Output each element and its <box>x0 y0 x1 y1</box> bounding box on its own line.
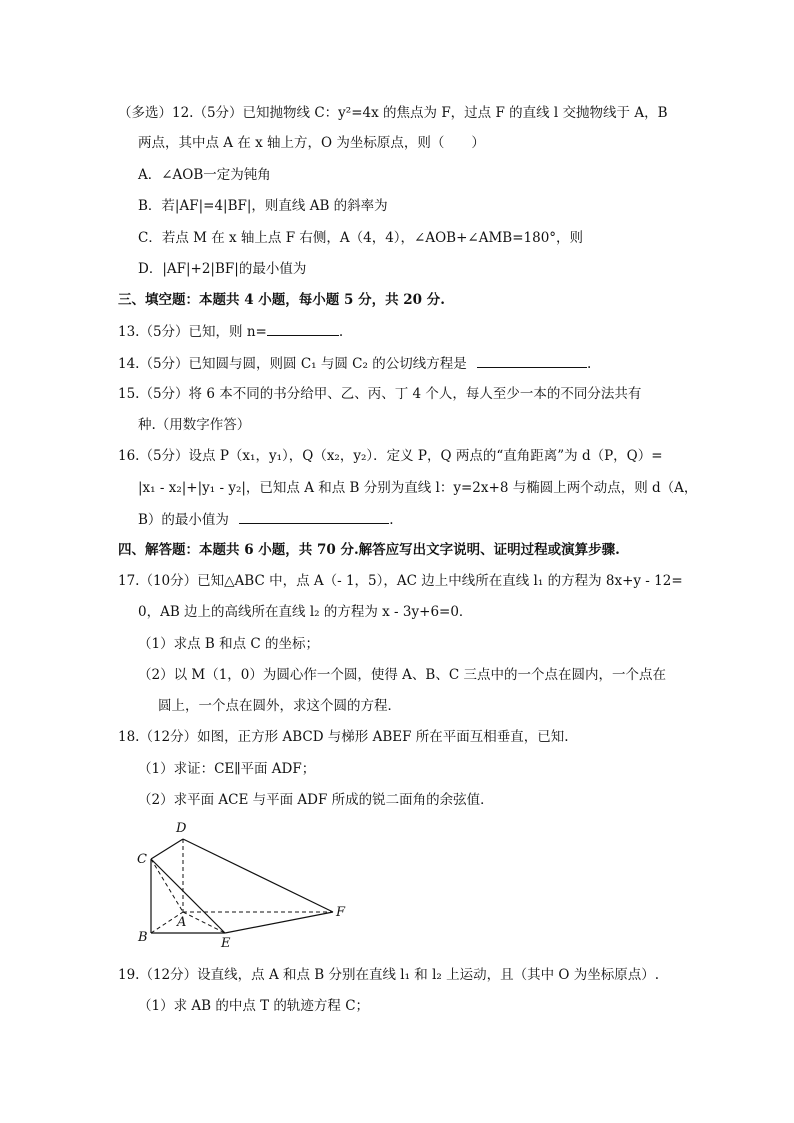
q15-line2: 种.（用数字作答） <box>138 417 251 433</box>
q12-option-b: B．若|AF|=4|BF|，则直线 AB 的斜率为 <box>138 198 388 214</box>
q18-sub1: （1）求证：CE∥平面 ADF； <box>138 761 316 777</box>
q17-sub2-line1: （2）以 M（1，0）为圆心作一个圆，使得 A、B、C 三点中的一个点在圆内，一个点在 <box>138 667 666 683</box>
q16-answer-blank <box>239 510 389 524</box>
label-A: A <box>177 915 187 930</box>
edge-AE <box>183 912 225 933</box>
q14-answer-blank <box>477 354 587 368</box>
q17-line2: 0，AB 边上的高线所在直线 l₂ 的方程为 x - 3y+6=0． <box>138 604 473 620</box>
section3-heading: 三、填空题：本题共 4 小题，每小题 5 分，共 20 分. <box>118 292 445 308</box>
geometry-figure <box>130 818 360 953</box>
q19-sub1: （1）求 AB 的中点 T 的轨迹方程 C； <box>138 998 370 1014</box>
q12-option-a: A．∠AOB一定为钝角 <box>138 167 271 183</box>
q16-line3 <box>138 510 394 529</box>
edge-CE <box>151 859 225 933</box>
q12-option-c: C．若点 M 在 x 轴上点 F 右侧，A（4，4），∠AOB+∠AMB=180°，则 <box>138 230 584 246</box>
q16-line3-text: B）的最小值为 <box>138 512 229 528</box>
q16-line2: |x₁ - x₂|+|y₁ - y₂|，已知点 A 和点 B 分别为直线 l：y=2x+8 与椭圆上两个动点，则 d（A， <box>138 480 698 496</box>
q13-text: 13.（5分）已知，则 n= <box>118 324 267 340</box>
label-C: C <box>137 852 147 867</box>
label-B: B <box>138 930 148 945</box>
q18-sub2: （2）求平面 ACE 与平面 ADF 所成的锐二面角的余弦值． <box>138 792 494 808</box>
label-D: D <box>176 821 187 836</box>
q12-option-d: D．|AF|+2|BF|的最小值为 <box>138 261 307 277</box>
q14 <box>118 354 591 373</box>
section4-heading: 四、解答题：本题共 6 小题，共 70 分.解答应写出文字说明、证明过程或演算步骤. <box>118 542 620 558</box>
q13 <box>118 322 343 341</box>
q17-sub2-line2: 圆上，一个点在圆外，求这个圆的方程． <box>158 698 401 714</box>
q14-end: . <box>587 356 592 372</box>
q13-answer-blank <box>267 322 339 336</box>
q16-end: . <box>389 512 394 528</box>
label-F: F <box>336 905 346 920</box>
q12-line2: 两点，其中点 A 在 x 轴上方，O 为坐标原点，则（ ） <box>138 135 485 151</box>
label-E: E <box>221 936 231 951</box>
q16-line1: 16.（5分）设点 P（x₁，y₁），Q（x₂，y₂）．定义 P，Q 两点的“直角距离”为 d（P，Q）= <box>118 448 663 464</box>
q18-line1: 18.（12分）如图，正方形 ABCD 与梯形 ABEF 所在平面互相垂直，已知. <box>118 729 569 745</box>
edge-DF <box>183 839 333 912</box>
q15-line1: 15.（5分）将 6 本不同的书分给甲、乙、丙、丁 4 个人，每人至少一本的不同分法共有 <box>118 386 642 402</box>
q17-sub1: （1）求点 B 和点 C 的坐标； <box>138 636 320 652</box>
edge-EF <box>225 912 333 933</box>
q13-end: . <box>338 324 344 340</box>
q14-text: 14.（5分）已知圆与圆，则圆 C₁ 与圆 C₂ 的公切线方程是 <box>118 356 467 372</box>
q19-line1: 19.（12分）设直线，点 A 和点 B 分别在直线 l₁ 和 l₂ 上运动，且（其中 O 为坐标原点）. <box>118 967 660 983</box>
q17-line1: 17.（10分）已知△ABC 中，点 A（- 1，5），AC 边上中线所在直线 l₁ 的方程为 8x+y - 12= <box>118 573 683 589</box>
edge-CD <box>151 839 183 859</box>
q12-line1: （多选）12.（5分）已知抛物线 C：y²=4x 的焦点为 F，过点 F 的直线 l 交抛物线于 A，B <box>118 105 668 121</box>
